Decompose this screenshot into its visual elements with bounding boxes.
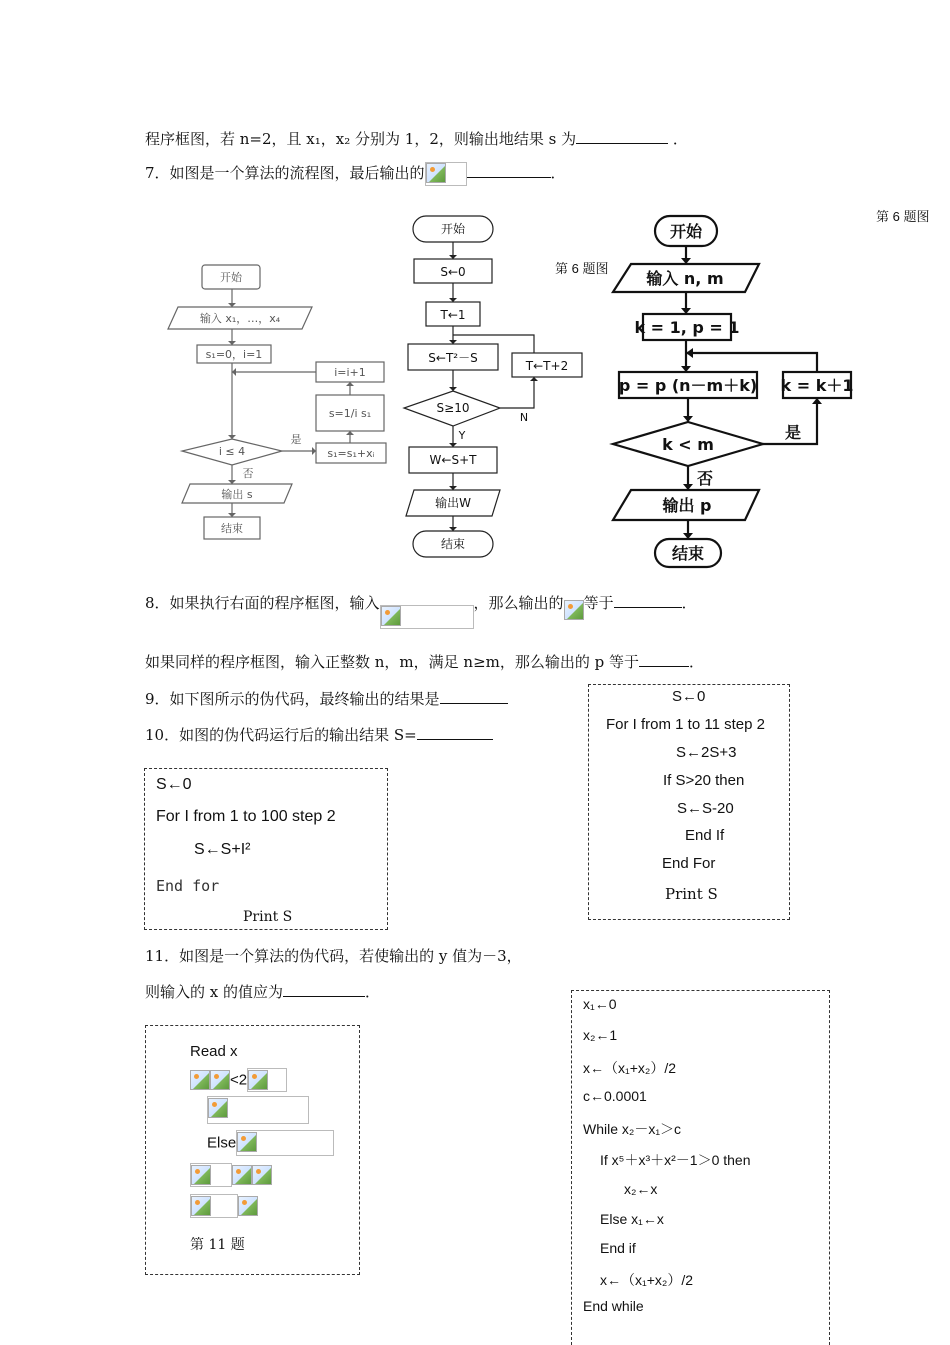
code9-line-7: End For [662,855,716,872]
code10-line-1: S←0 [156,776,192,793]
broken-image-icon [191,1196,211,1216]
fc3-yes-label: 是 [784,423,802,442]
code9-line-5: S←S-20 [677,800,734,817]
broken-image-icon [381,606,401,626]
codeR-line-10: x←（x₁+x₂）/2 [600,1272,694,1288]
fc3-input-label: 输入 n, m [646,269,724,288]
code9-line-4: If S>20 then [663,772,745,789]
broken-image-icon [564,600,584,620]
answer-blank [283,982,365,997]
codeR-line-11: End while [583,1298,644,1314]
fc2-end-label: 结束 [440,537,466,551]
broken-image-icon [248,1070,268,1090]
fc-no-label: 否 [242,467,254,480]
fc-cond-label: i ≤ 4 [218,445,246,458]
codeR-line-8: Else x₁←x [600,1211,664,1227]
code9-line-8: Print S [665,885,718,903]
code11-else-line: Else [207,1130,334,1156]
question-11-line-2: 则输入的 x 的值应为 ． [145,983,381,1001]
flowchart-right [605,208,865,570]
question-7: 7．如图是一个算法的流程图，最后输出的 ． [145,162,566,186]
fc3-init-label: k = 1, p = 1 [634,318,740,337]
code10-line-2: For I from 1 to 100 step 2 [156,808,336,825]
broken-image-icon [191,1165,211,1185]
fc-yes-label: 是 [290,433,302,446]
question-10: 10．如图的伪代码运行后的输出结果 S= [145,724,493,745]
code10-line-3: S←S+I² [194,841,251,858]
fc2-s0-label: S←0 [440,265,466,279]
answer-blank [467,163,551,178]
question-6-tail: 程序框图，若 n=2，且 x₁，x₂ 分别为 1，2，则输出地结果 s 为 ． [145,130,688,148]
code9-line-6: End If [685,827,725,844]
fc-end-label: 结束 [221,522,243,535]
answer-blank [639,652,689,667]
fc-init-label: s₁=0，i=1 [205,348,263,361]
fc-input-label: 输入 x₁，…，x₄ [199,312,281,325]
codeR-line-2: x₂←1 [583,1027,618,1043]
codeR-line-9: End if [600,1240,636,1256]
answer-blank [576,129,668,144]
fc2-assign-label: S←T²－S [428,351,478,365]
fc2-t2-label: T←T+2 [525,359,569,373]
codeR-line-1: x₁←0 [583,996,617,1012]
answer-blank [440,689,508,704]
fc2-t1-label: T←1 [440,308,466,322]
fc3-end-label: 结束 [671,544,705,563]
broken-image-icon [426,163,446,183]
fc3-inc-label: k = k＋1 [780,376,854,395]
broken-image-icon [252,1165,272,1185]
answer-blank [614,593,682,608]
broken-image-icon [210,1070,230,1090]
code9-line-1: S←0 [672,688,706,705]
code9-line-2: For I from 1 to 11 step 2 [606,716,765,733]
fc2-w-label: W←S+T [429,453,477,467]
code11-read: Read x [190,1043,238,1060]
fc-inc-label: i=i+1 [334,366,366,379]
fc2-y-label: Y [458,429,466,442]
fc3-cond-label: k < m [662,435,714,454]
broken-image-icon [208,1098,228,1118]
mid-figure-label: 第 6 题图 [555,261,609,276]
codeR-line-7: x₂←x [624,1181,658,1197]
broken-image-icon [238,1196,258,1216]
code11-figure-label: 第 11 题 [190,1237,245,1253]
question-8b: 如果同样的程序框图，输入正整数 n，m，满足 n≥m，那么输出的 p 等于 ． [145,653,705,671]
codeR-line-3: x←（x₁+x₂）/2 [583,1060,677,1076]
fc-s-label: s=1/i s₁ [328,407,372,420]
broken-image-frame [207,1096,309,1124]
broken-image-frame [425,162,467,186]
answer-blank [417,725,493,740]
fc2-output-label: 输出W [435,496,471,510]
broken-image-icon [190,1070,210,1090]
code11-then-line [207,1096,309,1124]
question-8: 8．如果执行右面的程序框图，输入 ，那么输出的 等于 ． [145,592,697,629]
broken-image-icon [237,1132,257,1152]
flowchart-left [160,255,400,545]
code10-line-5: Print S [243,909,293,925]
fc2-n-label: N [519,411,529,424]
code10-line-4: End for [156,877,220,895]
fc-output-label: 输出 s [221,488,253,501]
broken-image-frame [236,1130,334,1156]
broken-image-frame [190,1194,238,1218]
broken-image-frame [247,1068,287,1092]
question-9: 9．如下图所示的伪代码，最终输出的结果是 [145,688,508,709]
fc2-cond-label: S≥10 [436,401,470,415]
code11-if-line: <2 [190,1068,287,1092]
fc3-update-label: p = p (n－m＋k) [618,376,758,395]
code9-line-3: S←2S+3 [676,744,737,761]
fc-start-label: 开始 [220,271,242,284]
corner-figure-label: 第 6 题图 [876,209,930,224]
code11-line-6 [190,1194,258,1218]
codeR-line-5: While x₂－x₁＞c [583,1121,682,1137]
codeR-line-6: If x⁵＋x³＋x²－1＞0 then [600,1152,751,1168]
fc3-no-label: 否 [696,469,714,488]
code11-line-5 [190,1163,272,1187]
fc-s1-label: s₁=s₁+xᵢ [327,447,375,460]
broken-image-frame [380,605,474,629]
broken-image-frame [190,1163,232,1187]
codeR-line-4: c←0.0001 [583,1088,647,1104]
question-11-line-1: 11．如图是一个算法的伪代码，若使输出的 y 值为－3， [145,947,522,965]
fc3-output-label: 输出 p [662,496,712,515]
fc3-start-label: 开始 [669,222,703,241]
fc2-start-label: 开始 [440,222,466,236]
broken-image-icon [232,1165,252,1185]
